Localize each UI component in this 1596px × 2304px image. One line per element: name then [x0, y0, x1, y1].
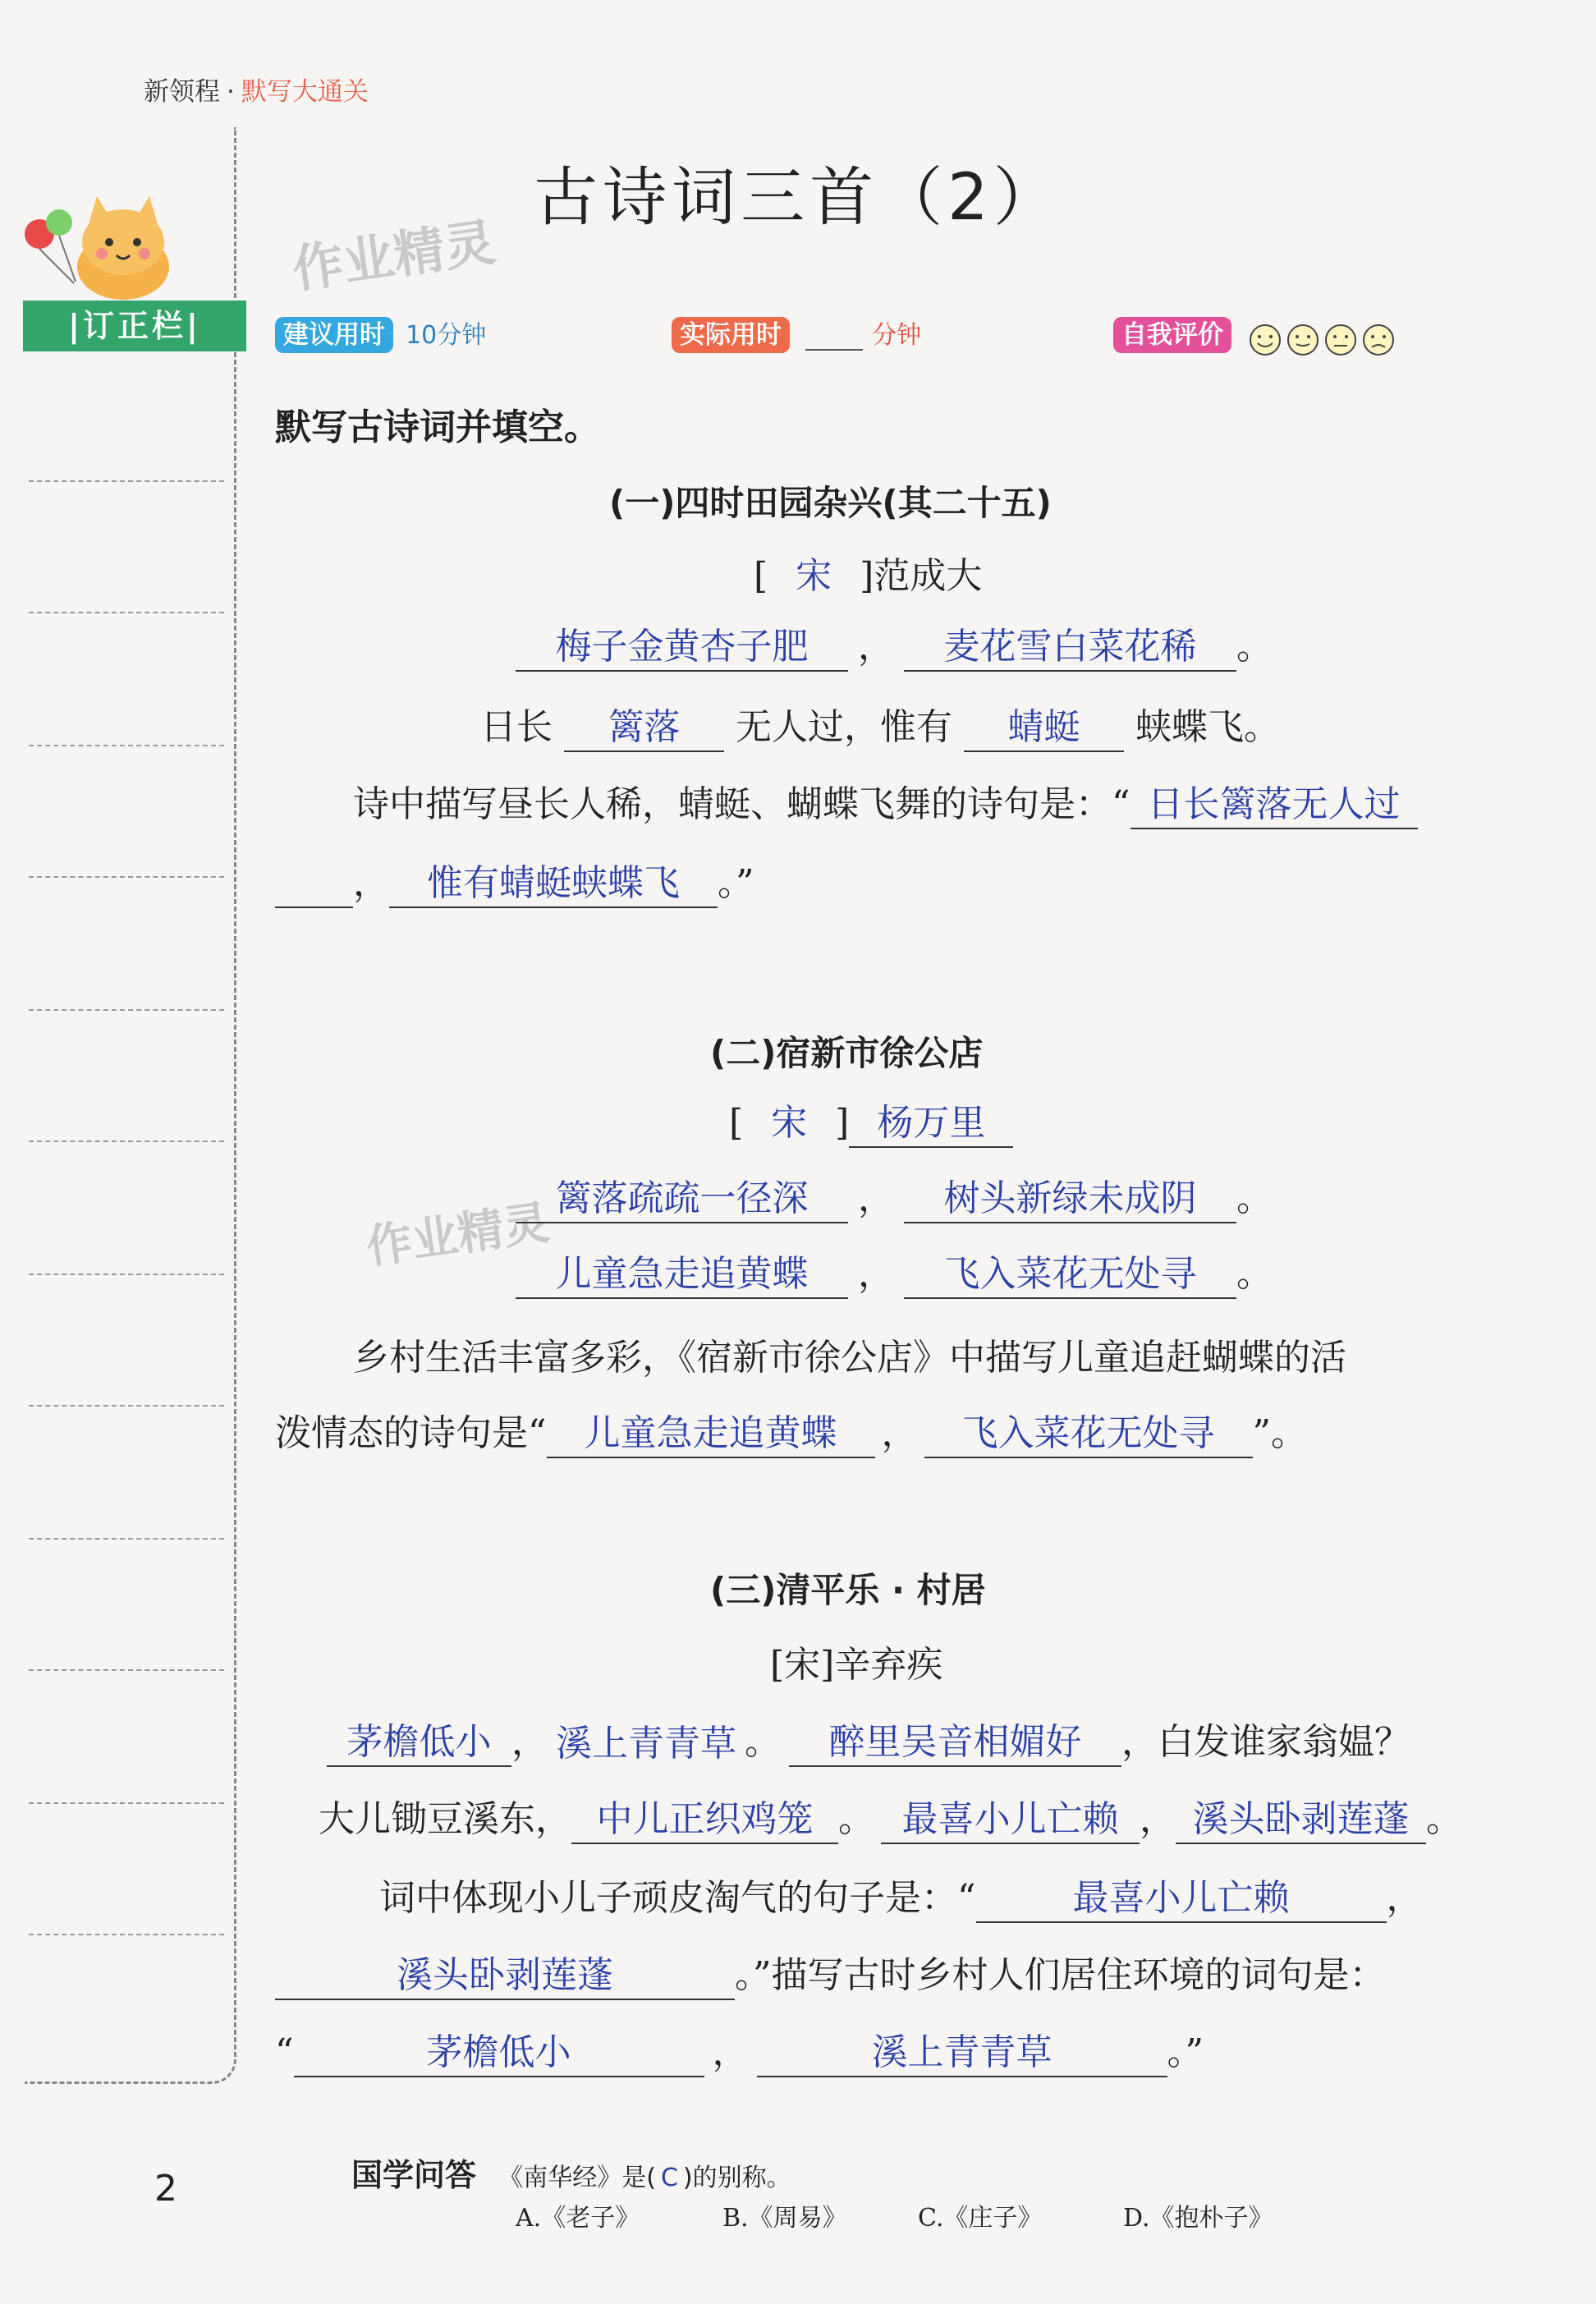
poem2-question-cont [275, 1409, 1307, 1458]
answer-blank[interactable]: 茅檐低小 [327, 1719, 511, 1767]
poem2-question: 乡村生活丰富多彩，《宿新市徐公店》中描写儿童追赶蝴蝶的活 [353, 1337, 1346, 1379]
answer-blank[interactable]: 儿童急走追黄蝶 [516, 1251, 848, 1299]
answer-blank[interactable]: 梅子金黄杏子肥 [516, 624, 848, 672]
actual-time-badge: 实际用时 [672, 317, 790, 353]
poem2-author[interactable]: 杨万里 [849, 1100, 1013, 1148]
punctuation: 。 [1426, 1798, 1462, 1840]
question-text: )的别称。 [682, 2164, 791, 2192]
margin-line [29, 1538, 224, 1540]
poem1-author: 范成大 [874, 555, 983, 597]
margin-line [29, 876, 224, 878]
answer-blank[interactable]: 中儿正织鸡笼 [571, 1797, 838, 1844]
answer-blank[interactable]: 篱落疏疏一径深 [516, 1176, 848, 1223]
emoji-rating-icons[interactable] [1247, 322, 1403, 358]
poem3-line1 [327, 1718, 1410, 1767]
answer-blank[interactable]: 溪上青青草 [757, 2030, 1167, 2077]
self-eval [1113, 314, 1403, 358]
poem3-question2 [275, 2028, 1204, 2077]
question-text: 词中体现小儿子顽皮淘气的句子是：“ [379, 1877, 976, 1919]
punctuation: “ [275, 2031, 294, 2073]
poem3-line2 [319, 1795, 1462, 1844]
punctuation: ， [1140, 1798, 1176, 1840]
brand-subtitle: 默写大通关 [241, 77, 369, 107]
brand-header [144, 71, 369, 108]
answer-blank[interactable]: 醉里吴音相媚好 [789, 1719, 1121, 1767]
answer-blank[interactable]: 最喜小儿亡赖 [976, 1875, 1387, 1923]
punctuation: 。 [1236, 1253, 1273, 1295]
answer-blank[interactable]: 溪头卧剥莲蓬 [275, 1953, 735, 2000]
page-number: 2 [154, 2168, 177, 2210]
poem3-author: [宋]辛弃疾 [770, 1644, 943, 1686]
poem2-author-line [729, 1099, 1013, 1148]
answer-blank[interactable]: 溪头卧剥莲蓬 [1176, 1797, 1426, 1844]
answer-blank[interactable]: 篱落 [564, 705, 724, 752]
punctuation: 。” [1167, 2031, 1204, 2073]
answer-blank[interactable]: 蜻蜓 [964, 705, 1124, 752]
answer-blank[interactable]: 儿童急走追黄蝶 [547, 1411, 875, 1458]
question-text: 。”描写古时乡村人们居住环境的词句是： [735, 1954, 1386, 1996]
brand-dot: · [227, 77, 235, 107]
punctuation: ， [881, 1412, 918, 1454]
actual-time-unit: 分钟 [872, 321, 922, 350]
question-text: 诗中描写昼长人稀，蜻蜓、蝴蝶飞舞的诗句是：“ [353, 783, 1130, 825]
punctuation: ， [858, 1177, 894, 1219]
poem-text: ，白发谁家翁媪？ [1121, 1721, 1410, 1763]
suggested-time-badge: 建议用时 [275, 317, 393, 353]
poem-text: 日长 [480, 706, 553, 748]
correction-tag: |订正栏| [23, 301, 246, 351]
self-eval-badge: 自我评价 [1113, 317, 1231, 353]
bracket-open: [ [729, 1102, 744, 1144]
answer-blank[interactable]: 飞入菜花无处寻 [904, 1251, 1236, 1299]
question-text: 泼情态的诗句是“ [275, 1412, 547, 1454]
margin-line [29, 1274, 224, 1275]
guoxue-option-b[interactable]: B.《周易》 [722, 2204, 847, 2233]
punctuation: 。 [838, 1798, 874, 1840]
poem3-title: (三)清平乐 · 村居 [710, 1570, 986, 1610]
poem2-line2 [516, 1250, 1273, 1299]
poem2-line1 [516, 1174, 1273, 1223]
answer-blank[interactable]: 麦花雪白菜花稀 [904, 624, 1236, 672]
margin-line [29, 1009, 224, 1011]
poem1-question-cont [275, 859, 754, 908]
punctuation: ， [712, 2031, 749, 2073]
page-title: 古诗词三首（2） [534, 161, 1062, 235]
guoxue-answer[interactable]: C [660, 2164, 678, 2192]
brand-name: 新领程 [144, 77, 220, 107]
punctuation: ， [1386, 1877, 1423, 1919]
punctuation: 。 [1236, 626, 1273, 668]
poem3-question1 [379, 1874, 1423, 1923]
margin-line [29, 745, 224, 746]
bracket-close: ] [860, 555, 874, 597]
margin-line [29, 1934, 224, 1935]
poem2-title: (二)宿新市徐公店 [710, 1033, 984, 1073]
punctuation: 。 [1236, 1177, 1273, 1219]
margin-line [29, 1669, 224, 1671]
guoxue-option-a[interactable]: A.《老子》 [516, 2204, 640, 2233]
answer-blank[interactable]: 树头新绿未成阴 [904, 1176, 1236, 1223]
suggested-time-value: 10分钟 [406, 321, 487, 350]
guoxue-question [498, 2164, 791, 2192]
poem-text: 无人过，惟有 [736, 706, 952, 748]
poem-text: 蛱蝶飞。 [1135, 706, 1280, 748]
margin-line [29, 612, 224, 613]
answer-blank[interactable]: 日长篱落无人过 [1130, 782, 1418, 829]
punctuation: 。” [718, 862, 754, 904]
actual-time-blank[interactable] [805, 349, 863, 351]
guoxue-quiz [351, 2150, 791, 2195]
answer-blank[interactable]: 惟有蜻蜓蛱蝶飞 [389, 861, 718, 908]
punctuation: ， [511, 1721, 548, 1763]
bracket-open: [ [754, 555, 768, 597]
answer-blank[interactable]: 最喜小儿亡赖 [881, 1797, 1140, 1844]
answer-blank[interactable] [275, 906, 353, 908]
poem1-question [353, 780, 1418, 829]
instruction: 默写古诗词并填空。 [275, 406, 600, 448]
punctuation: ， [858, 1253, 894, 1295]
punctuation: ， [353, 862, 389, 904]
margin-line [29, 480, 224, 482]
bracket-close: ] [835, 1102, 850, 1144]
guoxue-option-c[interactable]: C.《庄子》 [918, 2204, 1043, 2233]
poem-text: 大儿锄豆溪东， [319, 1798, 571, 1840]
timing-actual [672, 314, 921, 351]
margin-line [29, 1141, 224, 1142]
correction-margin [25, 127, 236, 2084]
poem1-author-line [754, 552, 982, 601]
poem2-dynasty: 宋 [771, 1102, 808, 1144]
margin-line [29, 1405, 224, 1407]
guoxue-option-d[interactable]: D.《抱朴子》 [1123, 2204, 1273, 2233]
poem3-question1-cont [275, 1951, 1386, 2000]
guoxue-label: 国学问答 [351, 2157, 477, 2193]
answer-blank[interactable]: 飞入菜花无处寻 [924, 1411, 1253, 1458]
punctuation: 。 [745, 1721, 781, 1763]
question-text: 《南华经》是( [498, 2164, 656, 2192]
poem1-line1 [516, 622, 1273, 672]
watermark: 作业精灵 [363, 1196, 553, 1275]
watermark: 作业精灵 [288, 212, 499, 300]
poem1-title: (一)四时田园杂兴(其二十五) [609, 483, 1052, 523]
poem1-dynasty: 宋 [796, 555, 832, 597]
poem1-line2 [480, 703, 1280, 752]
answer-blank[interactable]: 溪上青青草 [556, 1723, 736, 1765]
punctuation: ”。 [1252, 1412, 1307, 1454]
timing-suggested [275, 314, 486, 351]
answer-blank[interactable]: 茅檐低小 [294, 2030, 704, 2077]
punctuation: ， [858, 626, 894, 668]
margin-line [29, 1802, 224, 1804]
